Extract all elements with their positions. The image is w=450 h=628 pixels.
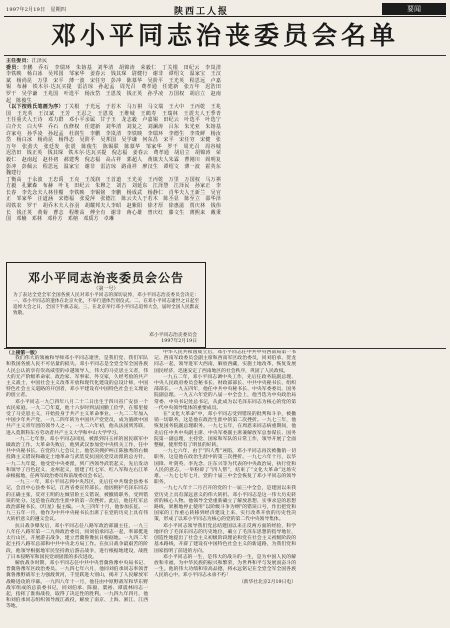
masthead-bar	[4, 3, 446, 17]
article-source-line: （新华社北京2月19日电）	[238, 579, 296, 585]
headline-rule	[4, 55, 446, 56]
announcement-number: （第一号）	[93, 286, 119, 292]
article-paragraph: 邓小平同志的一生，是伟大的战斗的一生，是为中国人民的解放和幸福，为中华民族的振兴和繁荣，为世界和平与发展而奋斗的一生。他的伟大功绩和崇高品德，将永远铭记在全党全军全国各族人民的心中。邓小平同志永垂不朽！	[154, 554, 296, 579]
article-paragraph: 在“文化大革命”中，邓小平同志受到错误的批判和斗争，被撤销一切职务，这是他在政治生涯中的第二次挫折。一九七三年，他恢复国务院副总理职务。一九七五年，在周恩来同志病重期间，他先后任中共中央副主席、中央军委副主席兼解放军总参谋长、国务院第一副总理，主持党、国家和军队的日常工作，领导开展了全面整顿，使形势有了明显的好转。	[154, 412, 296, 449]
body-rule	[4, 348, 446, 349]
article-paragraph: 一九三一年，邓小平同志到中央苏区，先后任中共瑞金县委书记，会昌中心县委书记，江西省委宣传部长。他因拥护毛泽东同志的正确主张，反对王明的左倾冒险主义错误，被撤销职务，受到错误的处分。这是他在政治生涯中的第一次挫折。此后，他任红军总政治部秘书长、《红星》报主编。一九三四年十月，他参加长征。一九三五年一月，他作为中共中央秘书长出席了在党的历史上具有伟大转折意义的遵义会议。	[6, 480, 148, 523]
section-label: 要闻	[382, 3, 446, 15]
article-paragraph: 抗日战争爆发后，邓小平同志任八路军政治部副主任，一九三八年任八路军第一二九师政治委员，同刘伯承同志一起，率部挺进太行山区，开展游击战争，建立晋冀鲁豫抗日根据地。一九四二年起主持八路军总部和中共中央北方局工作。在抗日战争最艰苦的阶段，他领导根据地军民坚持敌后游击战争，进行根据地建设，战胜了日本侵略军和国民党顽固派的多次进攻。	[6, 523, 148, 560]
main-headline: 邓小平同志治丧委员会名单	[50, 21, 399, 50]
announcement-text: 为了表达全党全军全国各族人民对邓小平同志的深切哀悼，邓小平同志治丧委员会决定：一、邓小平同志的遗体在北京火化，不举行遗体告别仪式。二、在邓小平同志逝世之日起至追悼大会之日，全国下半旗志哀。三、在北京举行邓小平同志追悼大会，届时全国人民默哀致敬。	[13, 293, 199, 316]
article-subhead: （上接第一版）	[6, 350, 40, 356]
newspaper-name: 陕西工人报	[174, 7, 230, 17]
article-paragraph: 一九二七年春，邓小平同志回国，被派到冯玉祥的国民联军中做政治工作。大革命失败后，他到武汉参加党中央机关工作，任中共中央秘书长。在党的八七会议上，他坚决拥护纠正陈独秀的右倾投降主义错误和确定土地革命与武装反抗国民党反动派的总方针。一九二九年夏，他受党中央委派，到广西领导武装起义，先后发动和领导了百色起义、龙州起义，创建了红七军、红八军和左右江革命根据地，任两军政治委员和前敌委员会书记。	[6, 436, 148, 480]
list-item: 丁衡高 于永波 王忠禹 王克 王茂润 王首道 王光美 王丙乾 万里 万国权 马万祺 方毅 孔繁森 布赫 叶飞 田纪云 朱穆之 刘吉 刘延东 江泽慧 江泽民 孙家正 李长春 李先念夫人林佳楣 李铁映 李锡铭 李鹏 杨成武 杨静仁 肖华夫人王新兰 吴官正 邹家华 汪道涵 宋德福 张爱萍 张德江 陈云夫人于若木 陈丕显 陈至立 邵华泽 周铁农 罗干 胡乔木夫人谷羽 胡耀邦夫人李昭 赵紫阳 徐才厚 徐惠滋 贾庆林 钱伟长 钱正英 黄菊 曹志 程维高 傅全有 谢非 蒋心雄 曾庆红 滕文生 薄熙来 戴秉国 邓楠 邓林 邓朴方 邓榕 邓质方 卓琳	[6, 176, 227, 223]
article-paragraph: 邓小平同志领导我们党总结建国以来正反两方面的经验，科学地评价了毛泽东同志的历史地位，确立了毛泽东思想的指导地位，创造性地提出了社会主义初级阶段理论和党在社会主义初级阶段的基本路线，开辟了建设有中国特色社会主义的新道路，为我们党和国家指明了前进的方向。	[154, 523, 296, 554]
announcement-date: 1997年2月19日	[161, 339, 197, 344]
issue-date: 1997年2月19日 星期四	[6, 7, 67, 13]
announcement-title: 邓小平同志治丧委员会公告	[27, 271, 184, 285]
article-paragraph: 我们伟大的领袖和导师邓小平同志逝世，是我们党、我们军队和我国各族人民不可估量的损失。邓小平同志是全党全军全国各族人民公认的享有崇高威望的卓越领导人，伟大的马克思主义者，伟大的无产阶级革命家、政治家、军事家、外交家，久经考验的共产主义战士，中国社会主义改革开放和现代化建设的总设计师，中国特色社会主义道路的开创者，邓小平建设有中国特色社会主义理论的创立者。	[6, 356, 148, 399]
article-paragraph: 一九七八年十二月召开的党的十一届三中全会，是建国以来我党历史上具有深远意义的伟大转折。邓小平同志是这一伟大历史转折的核心人物。他领导全党重新确立了解放思想、实事求是的思想路线，果断地停止使用“以阶级斗争为纲”的错误口号，作出把党和国家的工作重心转移到经济建设上来、实行改革开放的历史性决策，形成了以邓小平同志为核心的党的第二代中央领导集体。	[154, 486, 296, 523]
list-item: 委员：李鹏 乔石 李瑞环 朱镕基 刘华清 胡锦涛 荣毅仁 丁关根 田纪云 李岚清 李铁映 杨白冰 吴邦国 邹家华 姜春云 钱其琛 尉健行 谢非 谭绍文 温家宝 王汉斌 杨尚昆 万里 宋平 薄一波 宋任穷 彭冲 陈慕华 吴阶平 王光英 程思远 卢嘉锡 布赫 铁木尔·达瓦买提 雷洁琼 孙起孟 周光召 费孝通 任建新 张万年 迟浩田 罗干 吴学谦 王兆国 叶选平 杨汝岱 王恩茂 钱正英 孙孚凌 万国权 胡启立 赵南起 陈俊生	[6, 64, 227, 104]
article-body	[6, 350, 444, 620]
article-paragraph: 中华人民共和国成立后，邓小平同志任中共中央西南局第一书记、西南军政委员会副主席和西南军区政治委员，同刘伯承、贺龙同志一起，领导进军大西南，解放西藏，实施土地改革，恢复发展国民经济，迅速安定了西南地区的社会秩序，巩固了人民政权。	[154, 350, 296, 374]
article-paragraph: 一九七六年，由于“四人帮”诬陷，邓小平同志再次被撤销一切职务，这是他在政治生涯中的第三次挫折。一九七六年十月，以华国锋、叶剑英、李先念、汪东兴等为代表的中央政治局，执行党和人民的意志，一举粉碎了“四人帮”，结束了“文化大革命”这场灾难。一九七七年七月，党的十届三中全会恢复了邓小平同志的领导职务。	[154, 449, 296, 486]
announcement-signature: 邓小平同志治丧委员会	[149, 333, 197, 338]
list-item: 主任委员：江泽民	[6, 58, 48, 64]
article-paragraph: 邓小平同志一九〇四年八月二十二日出生于四川省广安县一个农民家庭。一九二〇年夏，他十六岁时到法国勤工俭学，在那里接受了马克思主义，开始投身于共产主义革命事业。一九二二年加入中国少年共产党，一九二四年转为中国共产党党员，成为旅欧中国共产主义青年团的领导人之一。一九二六年初，他从法国到苏联，进入莫斯科东方劳动者共产主义大学和中山大学学习。	[6, 399, 148, 436]
announcement-box	[6, 262, 206, 348]
list-item: （以下按姓氏笔画为序）丁关根 于光远 于若木 马万祺 马文瑞 王大中 王丙乾 王兆国 王光英 王汉斌 王芳 王忍之 王恩茂 王维城 王鹤寿 王瑞林 王震夫人王季青 王任重夫人王诗 邓力群 邓小平亲属 甘子玉 龙志毅 卢嘉锡 田纪云 叶选平 叶选宁 白介夫 白大华 乔石 伍修权 任建新 刘华清 刘复之 刘澜涛 吕东 朱光亚 朱镕基 许家屯 孙孚凌 孙起孟 杜润生 李鹏 李岚清 李铁映 李瑞环 李德生 李贵鲜 杨汝岱 杨白冰 杨尚昆 杨得志 吴阶平 吴邦国 吴学谦 何东昌 宋平 宋任穷 宋健 张万年 张劲夫 张廷发 张震 陈俊生 陈锡联 陈慕华 邹家华 罗干 周光召 周谷城 迟浩田 钱正英 钱其琛 铁木尔·达瓦买提 倪志福 姜春云 费孝通 胡启立 胡锦涛 荣毅仁 赵南起 赵朴初 郝建秀 倪志福 高占祥 郭超人 黄镇夫人朱霖 曹刚川 阎明复 彭冲 彭佩云 程思远 温家宝 谢非 雷洁琼 路甬祥 廖汉生 谭绍文 薄一波 霍英东 魏建行	[6, 104, 227, 177]
article-paragraph: 解放战争时期，邓小平同志任中共中央晋冀鲁豫中央局书记、晋冀鲁豫军区政治委员。一九四七年六月，他同刘伯承同志率领晋冀鲁豫野战军主力强渡黄河，千里跃进大别山，揭开了人民解放军战略进攻的序幕。一九四八年十一月，他任由中原野战军和华东野战军组成的总前委书记，同刘伯承、陈毅、粟裕、谭震林同志一起，指挥了淮海战役，取得了决定性的胜利。一九四九年四月，他和刘伯承同志组织领导渡江战役，解放了南京、上海、浙江、江西等地。	[6, 560, 148, 610]
article-paragraph: 一九五二年，邓小平同志调中央工作，先后任政务院副总理、中央人民政府委员会秘书长、财政部部长、中共中央秘书长、组织部部长。一九五四年，他任中共中央秘书长、中央军委委员、国务院副总理。一九五六年党的八届一中全会上，他当选为中央政治局常委、中央书记处总书记，从此成为以毛泽东同志为核心的党的第一代中央领导集体的重要成员。	[154, 374, 296, 411]
